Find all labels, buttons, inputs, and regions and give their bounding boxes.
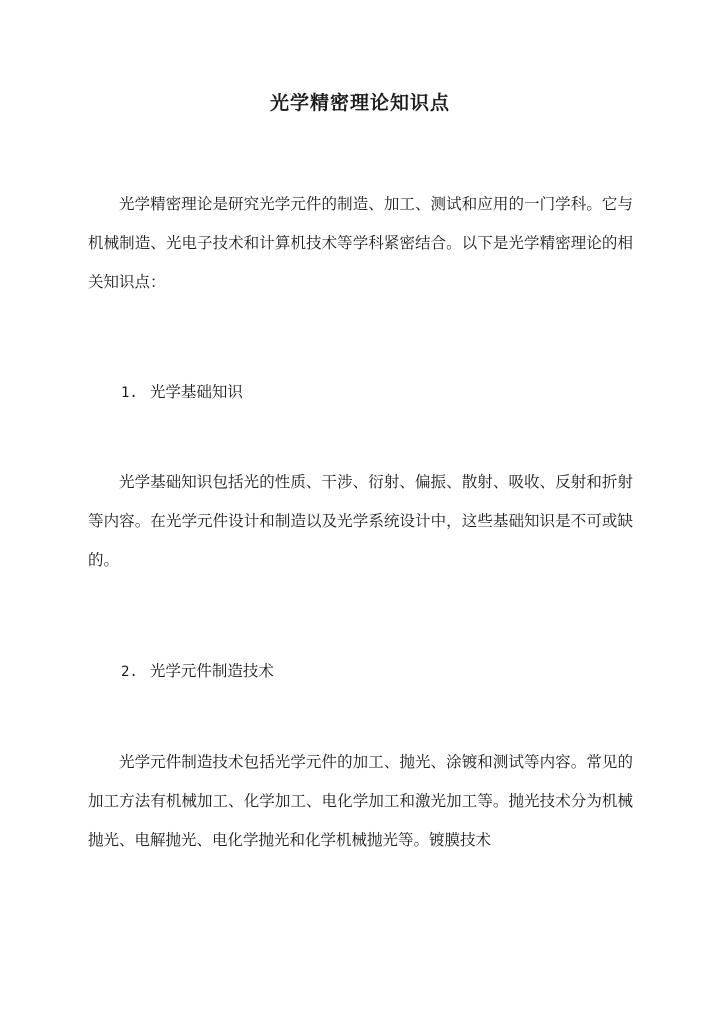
- section-number-1: 1.: [121, 385, 138, 401]
- section-title-1: 光学基础知识: [149, 383, 243, 401]
- section-body-2: 光学元件制造技术包括光学元件的加工、抛光、涂镀和测试等内容。常见的加工方法有机械加工、化学加工、电化学加工和激光加工等。抛光技术分为机械抛光、电解抛光、电化学抛光和化学机械抛光等。镀膜技术: [88, 753, 633, 849]
- section-body-1: 光学基础知识包括光的性质、干涉、衍射、偏振、散射、吸收、反射和折射等内容。在光学元件设计和制造以及光学系统设计中，这些基础知识是不可或缺的。: [88, 473, 633, 569]
- section-heading-2: [121, 659, 274, 681]
- section-heading-1: [121, 380, 243, 402]
- document-title: 光学精密理论知识点: [269, 92, 450, 114]
- section-number-2: 2.: [121, 664, 138, 680]
- intro-paragraph: 光学精密理论是研究光学元件的制造、加工、测试和应用的一门学科。它与机械制造、光电子技术和计算机技术等学科紧密结合。以下是光学精密理论的相关知识点：: [88, 195, 633, 291]
- section-title-2: 光学元件制造技术: [149, 662, 274, 680]
